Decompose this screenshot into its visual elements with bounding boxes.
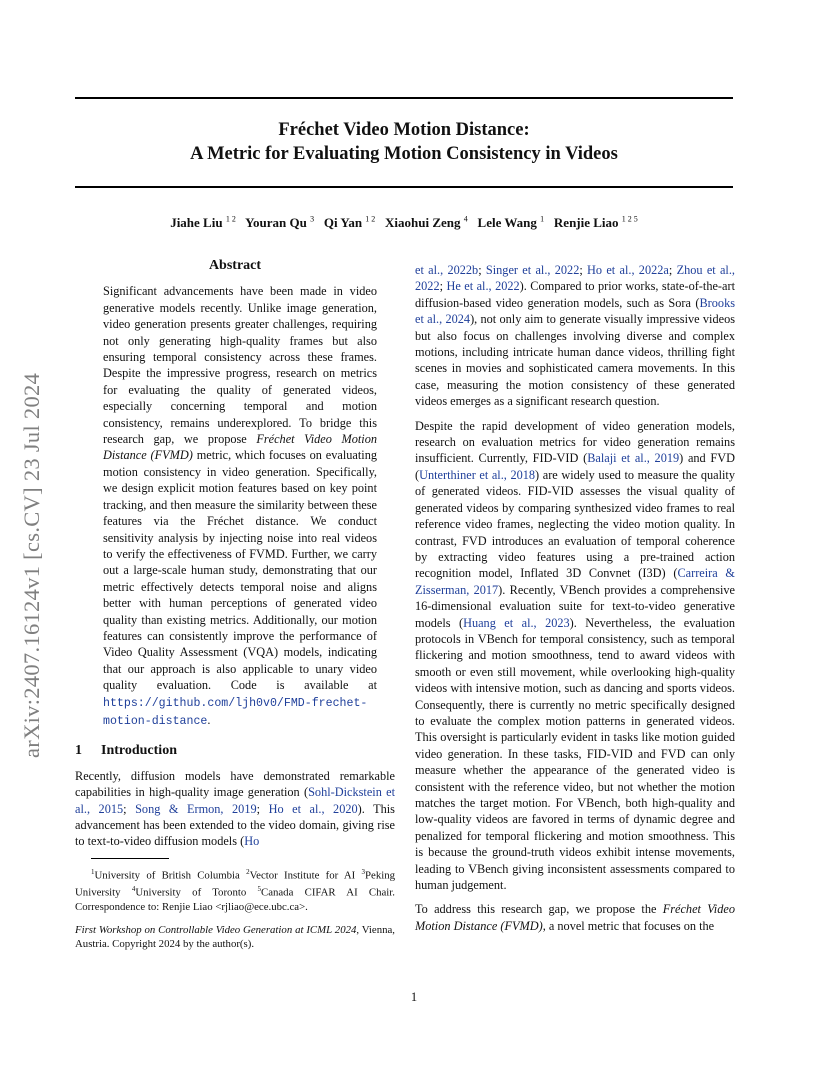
citation-link[interactable]: Ho et al., 2020 bbox=[268, 801, 358, 816]
author-list bbox=[75, 215, 733, 231]
arxiv-identifier-stamp[interactable]: arXiv:2407.16124v1 [cs.CV] 23 Jul 2024 bbox=[19, 372, 44, 758]
left-column bbox=[75, 258, 395, 951]
venue-note: First Workshop on Controllable Video Generation at ICML 2024, Vienna, Austria. Copyright 2024 by the author(s). bbox=[75, 924, 395, 950]
author-6: Renjie Liao $^{1 2 5}$ bbox=[553, 215, 638, 231]
introduction-heading: 1 Introduction bbox=[75, 743, 177, 759]
right-column bbox=[415, 262, 735, 942]
author-5: Lele Wang $^1$ bbox=[477, 215, 545, 231]
author-2: Youran Qu $^3$ bbox=[245, 215, 315, 231]
citation-link[interactable]: Balaji et al., 2019 bbox=[587, 451, 680, 466]
intro-paragraph-2: Despite the rapid development of video generation models, research on evaluation metrics for video generation remains insufficient. Currently, FID-VID (Balaji et al., 2019) and FVD (Unterthiner et al., 2018) are widely used to measure the quality of generated videos. FID-VID assesses the visual quality of generated videos by comparing synthesized video frames to real reference video frames, neglecting the video motion quality. In contrast, FVD introduces an evaluation of temporal coherence by extracting video features using a pre-trained action recognition model, Inflated 3D Convnet (I3D) (Carreira & Zisserman, 2017). Recently, VBench provides a comprehensive 16-dimensional evaluation suite for text-to-video generative models (Huang et al., 2023). Nevertheless, the evaluation protocols in VBench for temporal consistency, such as temporal flickering and motion smoothness, tend to award videos with smooth or even still movement, while overlooking high-quality videos with intensive motion, such as dancing and sports videos. Consequently, there is currently no metric specifically designed to evaluate the complex motion patterns in generated videos. This oversight is particularly evident in tasks like motion guided video generation. In these tasks, FID-VID and FVD can only measure whether the appearance of the generated video is consistent with the reference video, but not whether the motion matches the target motion. For VBench, both high-quality and low-quality videos are favored in terms of dynamic degree and penalized for temporal flickering and motion smoothness. This is because the ground-truth videos exhibit intense movements, leading to VBench giving inconsistent assessments compared to human judgement. bbox=[415, 418, 735, 893]
citation-link[interactable]: Carreira & Zisserman, 2017 bbox=[415, 566, 735, 597]
code-link[interactable]: https://github.com/ljh0v0/FMD-frechet-motion-distance bbox=[103, 696, 368, 728]
intro-paragraph-1-start: Recently, diffusion models have demonstrated remarkable capabilities in high-quality image generation (Sohl-Dickstein et al., 2015; Song & Ermon, 2019; Ho et al., 2020). This advancement has been extended to the video domain, giving rise to text-to-video diffusion models (Ho bbox=[75, 768, 396, 849]
page-number: 1 bbox=[410, 990, 418, 1004]
paper-title bbox=[75, 118, 733, 166]
title-line-1: Fréchet Video Motion Distance: bbox=[278, 120, 530, 140]
abstract-heading: Abstract bbox=[208, 258, 262, 273]
citation-link[interactable]: Huang et al., 2023 bbox=[463, 615, 570, 630]
title-bottom-rule bbox=[75, 186, 733, 188]
citation-link[interactable]: He et al., 2022 bbox=[446, 279, 520, 294]
author-1: Jiahe Liu $^{1 2}$ bbox=[170, 215, 236, 231]
title-line-2: A Metric for Evaluating Motion Consistency in Videos bbox=[190, 144, 618, 164]
citation-link[interactable]: Ho et al., 2022a bbox=[587, 263, 669, 277]
title-top-rule bbox=[75, 97, 733, 99]
citation-link[interactable]: Ho bbox=[244, 834, 260, 849]
intro-paragraph-3: To address this research gap, we propose the Fréchet Video Motion Distance (FVMD), a novel metric that focuses on the bbox=[415, 902, 735, 933]
citation-link[interactable]: Singer et al., 2022 bbox=[485, 263, 580, 277]
citation-link[interactable]: Unterthiner et al., 2018 bbox=[419, 467, 536, 482]
author-4: Xiaohui Zeng $^4$ bbox=[385, 215, 468, 231]
citation-link[interactable]: Song & Ermon, 2019 bbox=[135, 801, 257, 816]
citation-link[interactable]: Sohl-Dickstein et al., 2015 bbox=[75, 785, 396, 816]
author-3: Qi Yan $^{1 2}$ bbox=[323, 215, 376, 231]
footnote-rule bbox=[91, 858, 169, 859]
citation-link[interactable]: Brooks et al., 2024 bbox=[415, 295, 735, 327]
affiliation-footnote: $^1$University of British Columbia $^2$Vector Institute for AI $^3$Peking University $^4$University of Toronto $^5$Canada CIFAR AI Chair. Correspondence to: Renjie Liao <rjliao@ece.ubc.ca>. bbox=[75, 867, 396, 913]
citation-link[interactable]: Zhou et al., 2022 bbox=[415, 263, 735, 294]
intro-paragraph-1-cont: et al., 2022b; Singer et al., 2022; Ho et al., 2022a; Zhou et al., 2022; He et al., 2022). Compared to prior works, state-of-the-art diffusion-based video generation models, such as Sora (Brooks et al., 2024), not only aim to generate visually impressive videos but also focus on challenges involving diverse and complex motions, including intricate human dance videos, thrilling fight scenes in movies and sophisticated camera movements. In this case, measuring the motion consistency of these generated videos emerges as a significant research question. bbox=[415, 263, 736, 409]
citation-link[interactable]: et al., 2022b bbox=[415, 263, 479, 277]
abstract-body: Significant advancements have been made in video generative models recently. Unlike image generation, video generation presents greater challenges, requiring not only generating high-quality frames but also ensuring temporal consistency across these frames. Despite the impressive progress, research on metrics for evaluating the quality of generated videos, especially concerning temporal and motion consistency, remains underexplored. To bridge this research gap, we propose Fréchet Video Motion Distance (FVMD) metric, which focuses on evaluating motion consistency in video generation. Specifically, we design explicit motion features based on key point tracking, and then measure the similarity between these features via the Fréchet distance. We conduct sensitivity analysis by injecting noise into real videos to verify the effectiveness of FVMD. Further, we carry out a large-scale human study, demonstrating that our metric effectively detects temporal noise and aligns better with human perceptions of generated video quality than existing metrics. Additionally, our motion features can consistently improve the performance of Video Quality Assessment (VQA) models, indicating that our approach is also applicable to unary video quality evaluation. Code is available at https://github.com/ljh0v0/FMD-frechet-motion-distance. bbox=[103, 284, 377, 728]
